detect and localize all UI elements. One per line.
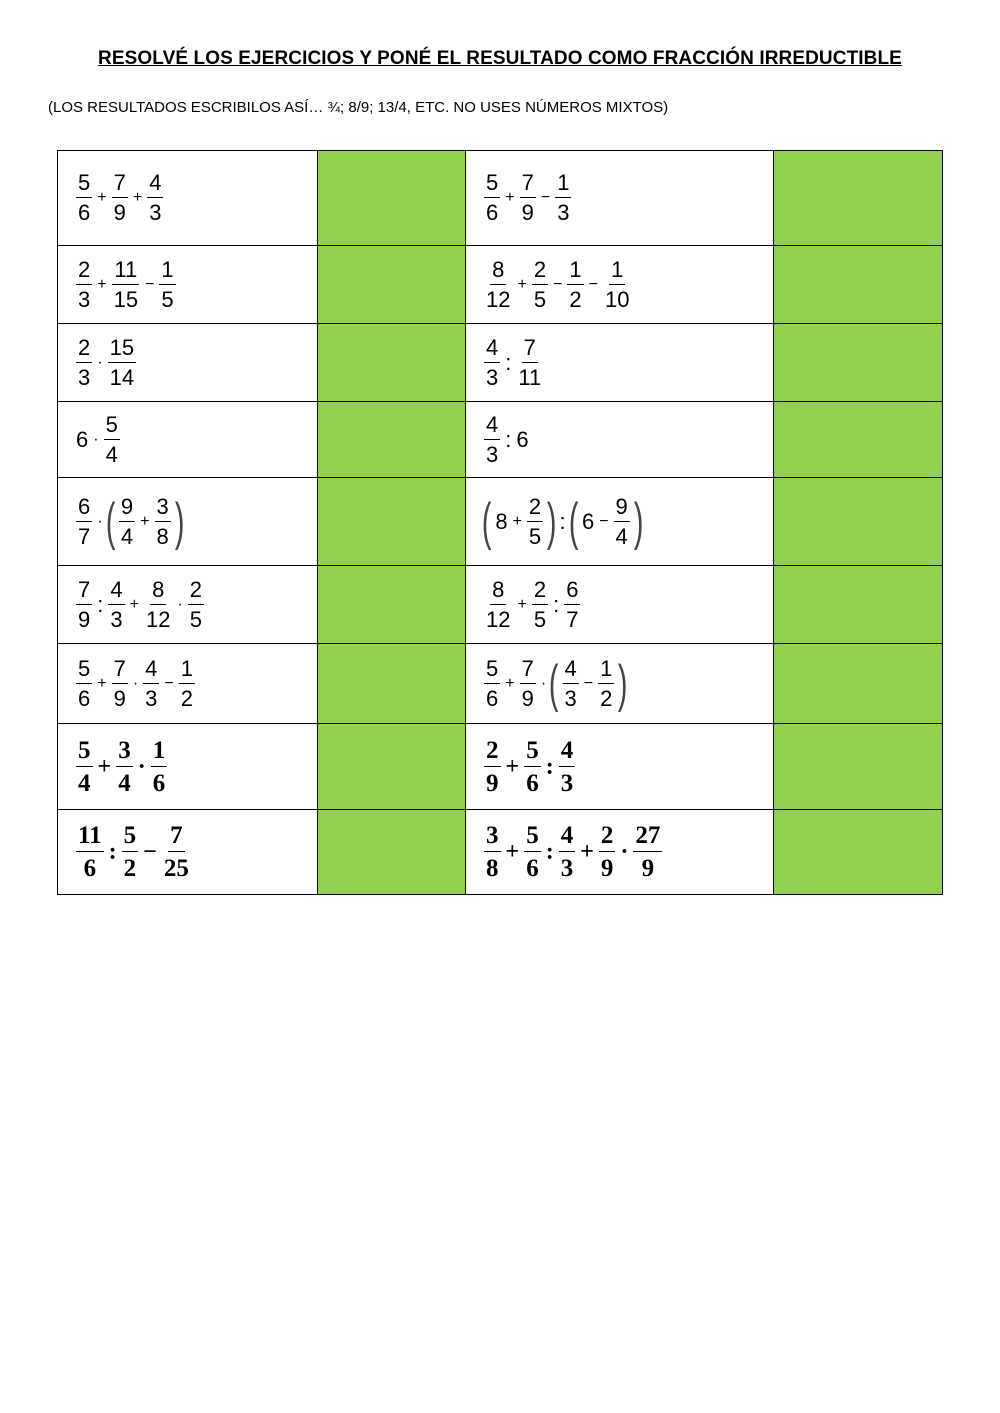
close-parenthesis: ): [174, 492, 185, 551]
math-expression: [74, 576, 206, 632]
integer: 8: [495, 508, 508, 534]
instructions-subtitle: (LOS RESULTADOS ESCRIBILOS ASÍ… ¾; 8/9; 13/4, ETC. NO USES NÚMEROS MIXTOS): [48, 99, 669, 116]
minus-operator: −: [588, 275, 599, 293]
numerator: 2: [532, 259, 548, 285]
denominator: 9: [113, 200, 126, 225]
page-title: RESOLVÉ LOS EJERCICIOS Y PONÉ EL RESULTADO COMO FRACCIÓN IRREDUCTIBLE: [98, 48, 902, 69]
fraction: [516, 334, 543, 390]
numerator: 1: [598, 658, 614, 684]
denominator: 5: [161, 286, 174, 312]
fraction: [484, 256, 512, 312]
plus-operator: +: [97, 674, 107, 692]
denominator: 2: [569, 286, 582, 312]
plus-operator: +: [512, 512, 522, 530]
numerator: 1: [159, 259, 175, 285]
math-expression: [482, 738, 577, 796]
denominator: 4: [78, 769, 91, 797]
fraction: [532, 576, 548, 632]
numerator: 4: [484, 337, 500, 363]
minus-operator: −: [143, 839, 157, 865]
exercise-row: [58, 810, 943, 895]
exercise-left: [58, 644, 318, 724]
minus-operator: −: [599, 512, 609, 530]
numerator: 2: [527, 496, 543, 522]
math-expression: [74, 655, 197, 711]
math-expression: [74, 334, 138, 390]
fraction: [151, 738, 168, 796]
numerator: 4: [147, 172, 163, 198]
answer-box-left[interactable]: [318, 402, 466, 478]
fraction: [524, 823, 541, 881]
plus-operator: +: [505, 753, 520, 780]
numerator: 5: [484, 658, 500, 684]
numerator: 2: [76, 337, 92, 363]
fraction: [188, 576, 204, 632]
fraction: [559, 823, 576, 881]
fraction: [598, 655, 614, 711]
numerator: 5: [524, 823, 541, 852]
exercise-row: [58, 151, 943, 246]
open-parenthesis: (: [481, 492, 492, 551]
plus-operator: +: [97, 189, 107, 206]
denominator: 4: [120, 523, 134, 549]
denominator: 6: [486, 685, 499, 711]
numerator: 1: [555, 172, 571, 198]
numerator: 1: [179, 658, 195, 684]
exercise-right: [466, 478, 774, 566]
numerator: 1: [567, 259, 583, 285]
denominator: 7: [78, 523, 91, 549]
multiply-operator: ·: [137, 753, 146, 780]
fraction: [155, 493, 171, 549]
numerator: 7: [522, 337, 538, 363]
exercise-left: [58, 478, 318, 566]
division-operator: :: [545, 753, 554, 780]
fraction: [162, 823, 191, 881]
answer-box-left[interactable]: [318, 246, 466, 324]
answer-box-right[interactable]: [774, 151, 943, 246]
fraction: [564, 576, 580, 632]
denominator: 6: [526, 769, 539, 797]
fraction: [567, 256, 583, 312]
multiply-operator: ·: [132, 674, 139, 692]
plus-operator: +: [129, 595, 139, 613]
multiply-operator: ·: [540, 674, 547, 692]
numerator: 4: [559, 738, 576, 767]
exercise-row: [58, 644, 943, 724]
math-expression: [482, 172, 573, 224]
integer: 6: [76, 426, 89, 452]
fraction: [603, 256, 631, 312]
denominator: 14: [109, 364, 135, 390]
numerator: 6: [76, 496, 92, 522]
denominator: 5: [528, 523, 542, 549]
fraction: [76, 493, 92, 549]
division-operator: :: [553, 591, 560, 617]
division-operator: :: [505, 426, 512, 452]
math-expression: [74, 492, 185, 551]
exercise-right: [466, 566, 774, 644]
exercise-left: [58, 151, 318, 246]
exercise-left: [58, 324, 318, 402]
math-expression: [481, 492, 644, 551]
numerator: 7: [112, 658, 128, 684]
denominator: 9: [521, 200, 534, 225]
plus-operator: +: [505, 674, 515, 692]
numerator: 5: [76, 658, 92, 684]
numerator: 1: [151, 738, 168, 767]
answer-box-left[interactable]: [318, 478, 466, 566]
numerator: 4: [108, 579, 124, 605]
numerator: 8: [150, 579, 166, 605]
numerator: 7: [520, 172, 536, 198]
denominator: 2: [600, 685, 613, 711]
denominator: 3: [564, 685, 577, 711]
open-parenthesis: (: [549, 654, 559, 713]
denominator: 3: [78, 286, 91, 312]
exercise-right: [466, 644, 774, 724]
denominator: 6: [78, 685, 91, 711]
denominator: 2: [123, 855, 137, 882]
numerator: 4: [484, 414, 500, 440]
minus-operator: −: [164, 674, 174, 692]
fraction: [108, 576, 124, 632]
exercise-row: [58, 724, 943, 810]
fraction: [484, 655, 500, 711]
fraction: [143, 655, 159, 711]
numerator: 11: [76, 823, 104, 852]
fraction: [484, 172, 500, 224]
numerator: 5: [76, 172, 92, 198]
fraction: [484, 334, 500, 390]
denominator: 9: [600, 855, 614, 882]
answer-box-right[interactable]: [774, 324, 943, 402]
numerator: 2: [484, 738, 501, 767]
fraction: [159, 256, 175, 312]
answer-box-left[interactable]: [318, 724, 466, 810]
division-operator: :: [97, 591, 104, 617]
denominator: 3: [560, 769, 574, 797]
denominator: 4: [118, 769, 131, 797]
exercise-right: [466, 810, 774, 895]
close-parenthesis: ): [633, 492, 644, 551]
fraction: [108, 334, 136, 390]
fraction: [559, 738, 576, 796]
denominator: 12: [486, 606, 511, 632]
exercise-left: [58, 402, 318, 478]
plus-operator: +: [517, 275, 527, 293]
fraction: [524, 738, 541, 796]
math-expression: [74, 411, 122, 467]
denominator: 6: [526, 855, 539, 882]
numerator: 7: [76, 579, 92, 605]
minus-operator: −: [145, 275, 155, 293]
exercise-left: [58, 810, 318, 895]
numerator: 7: [520, 658, 536, 684]
plus-operator: +: [140, 512, 150, 530]
numerator: 3: [155, 496, 171, 522]
fraction: [527, 493, 543, 549]
fraction: [599, 823, 616, 881]
denominator: 3: [557, 200, 570, 225]
answer-box-left[interactable]: [318, 810, 466, 895]
fraction: [76, 172, 92, 224]
plus-operator: +: [505, 839, 520, 865]
multiply-operator: ·: [97, 353, 103, 371]
integer: 6: [516, 426, 529, 452]
math-expression: [482, 334, 545, 390]
plus-operator: +: [517, 595, 527, 613]
denominator: 7: [566, 606, 579, 632]
denominator: 3: [149, 200, 162, 225]
denominator: 6: [83, 855, 97, 882]
answer-box-right[interactable]: [774, 566, 943, 644]
division-operator: :: [559, 508, 566, 534]
numerator: 7: [112, 172, 128, 198]
answer-box-right[interactable]: [774, 644, 943, 724]
numerator: 11: [112, 259, 139, 285]
numerator: 9: [119, 496, 135, 522]
plus-operator: +: [580, 839, 594, 865]
numerator: 9: [614, 496, 630, 522]
fraction: [104, 411, 120, 467]
denominator: 9: [641, 855, 655, 882]
fraction: [76, 576, 92, 632]
exercise-right: [466, 246, 774, 324]
answer-box-left[interactable]: [318, 324, 466, 402]
denominator: 9: [78, 606, 91, 632]
denominator: 3: [486, 441, 499, 467]
numerator: 15: [108, 337, 136, 363]
fraction: [179, 655, 195, 711]
fraction: [484, 738, 501, 796]
exercise-right: [466, 324, 774, 402]
numerator: 7: [168, 823, 185, 852]
numerator: 5: [524, 738, 541, 767]
numerator: 2: [532, 579, 548, 605]
division-operator: :: [505, 349, 512, 375]
exercise-left: [58, 724, 318, 810]
fraction: [112, 172, 128, 224]
division-operator: :: [108, 839, 117, 865]
fraction: [520, 655, 536, 711]
fraction: [144, 576, 172, 632]
multiply-operator: ·: [620, 839, 629, 865]
numerator: 5: [76, 738, 93, 767]
fraction: [484, 576, 512, 632]
exercise-right: [466, 151, 774, 246]
numerator: 6: [564, 579, 580, 605]
answer-box-right[interactable]: [774, 724, 943, 810]
fraction: [520, 172, 536, 224]
denominator: 5: [189, 606, 203, 632]
numerator: 2: [188, 579, 204, 605]
exercise-row: [58, 478, 943, 566]
numerator: 27: [633, 823, 662, 852]
numerator: 5: [104, 414, 120, 440]
multiply-operator: ·: [177, 595, 183, 613]
numerator: 8: [490, 579, 506, 605]
minus-operator: −: [540, 189, 551, 206]
close-parenthesis: ): [547, 492, 557, 551]
numerator: 1: [609, 259, 625, 285]
denominator: 9: [521, 685, 534, 711]
answer-box-right[interactable]: [774, 402, 943, 478]
multiply-operator: ·: [93, 430, 99, 448]
numerator: 5: [484, 172, 500, 198]
close-parenthesis: ): [618, 654, 628, 713]
plus-operator: +: [97, 753, 112, 780]
denominator: 12: [486, 286, 511, 312]
denominator: 6: [152, 769, 166, 797]
fraction: [633, 823, 662, 881]
fraction: [532, 256, 548, 312]
fraction: [112, 655, 128, 711]
division-operator: :: [545, 839, 554, 865]
denominator: 4: [105, 441, 118, 467]
math-expression: [482, 256, 634, 312]
exercise-table: [57, 150, 943, 895]
denominator: 8: [486, 855, 499, 882]
denominator: 12: [145, 606, 171, 632]
numerator: 4: [563, 658, 579, 684]
fraction: [112, 256, 140, 312]
minus-operator: −: [583, 674, 594, 692]
fraction: [563, 655, 579, 711]
fraction: [76, 334, 92, 390]
numerator: 4: [143, 658, 159, 684]
fraction: [76, 655, 92, 711]
denominator: 9: [486, 769, 499, 797]
denominator: 9: [113, 685, 126, 711]
numerator: 3: [116, 738, 133, 767]
exercise-row: [58, 246, 943, 324]
math-expression: [74, 823, 193, 881]
numerator: 4: [559, 823, 576, 852]
fraction: [76, 738, 93, 796]
denominator: 11: [518, 364, 542, 390]
math-expression: [74, 172, 165, 224]
denominator: 6: [78, 200, 91, 225]
plus-operator: +: [97, 275, 107, 293]
denominator: 6: [486, 200, 499, 225]
exercise-left: [58, 566, 318, 644]
answer-box-right[interactable]: [774, 478, 943, 566]
denominator: 2: [180, 685, 194, 711]
denominator: 3: [486, 364, 499, 390]
numerator: 3: [484, 823, 501, 852]
fraction: [76, 256, 92, 312]
denominator: 3: [78, 364, 91, 390]
math-expression: [482, 823, 664, 881]
minus-operator: −: [553, 275, 563, 293]
math-expression: [482, 654, 628, 713]
exercise-left: [58, 246, 318, 324]
plus-operator: +: [505, 189, 515, 206]
numerator: 5: [122, 823, 139, 852]
numerator: 2: [599, 823, 616, 852]
plus-operator: +: [132, 189, 143, 206]
denominator: 5: [533, 286, 547, 312]
answer-box-left[interactable]: [318, 566, 466, 644]
answer-box-right[interactable]: [774, 246, 943, 324]
denominator: 8: [156, 523, 169, 549]
open-parenthesis: (: [568, 492, 579, 551]
fraction: [555, 172, 571, 224]
answer-box-left[interactable]: [318, 151, 466, 246]
fraction: [147, 172, 163, 224]
open-parenthesis: (: [105, 492, 116, 551]
denominator: 4: [615, 523, 628, 549]
denominator: 10: [605, 286, 630, 312]
denominator: 3: [560, 855, 574, 882]
exercise-row: [58, 402, 943, 478]
fraction: [116, 738, 133, 796]
exercise-right: [466, 724, 774, 810]
denominator: 5: [533, 606, 547, 632]
numerator: 8: [490, 259, 506, 285]
denominator: 3: [145, 685, 158, 711]
fraction: [122, 823, 139, 881]
exercise-row: [58, 566, 943, 644]
multiply-operator: ·: [97, 512, 103, 530]
math-expression: [482, 576, 582, 632]
fraction: [614, 493, 630, 549]
math-expression: [74, 256, 178, 312]
fraction: [119, 493, 135, 549]
denominator: 3: [110, 606, 123, 632]
denominator: 25: [163, 855, 189, 882]
fraction: [76, 823, 104, 881]
math-expression: [482, 411, 531, 467]
numerator: 2: [76, 259, 92, 285]
fraction: [484, 411, 500, 467]
exercise-right: [466, 402, 774, 478]
math-expression: [74, 738, 169, 796]
integer: 6: [581, 508, 595, 534]
fraction: [484, 823, 501, 881]
denominator: 15: [113, 286, 139, 312]
answer-box-left[interactable]: [318, 644, 466, 724]
exercise-row: [58, 324, 943, 402]
answer-box-right[interactable]: [774, 810, 943, 895]
